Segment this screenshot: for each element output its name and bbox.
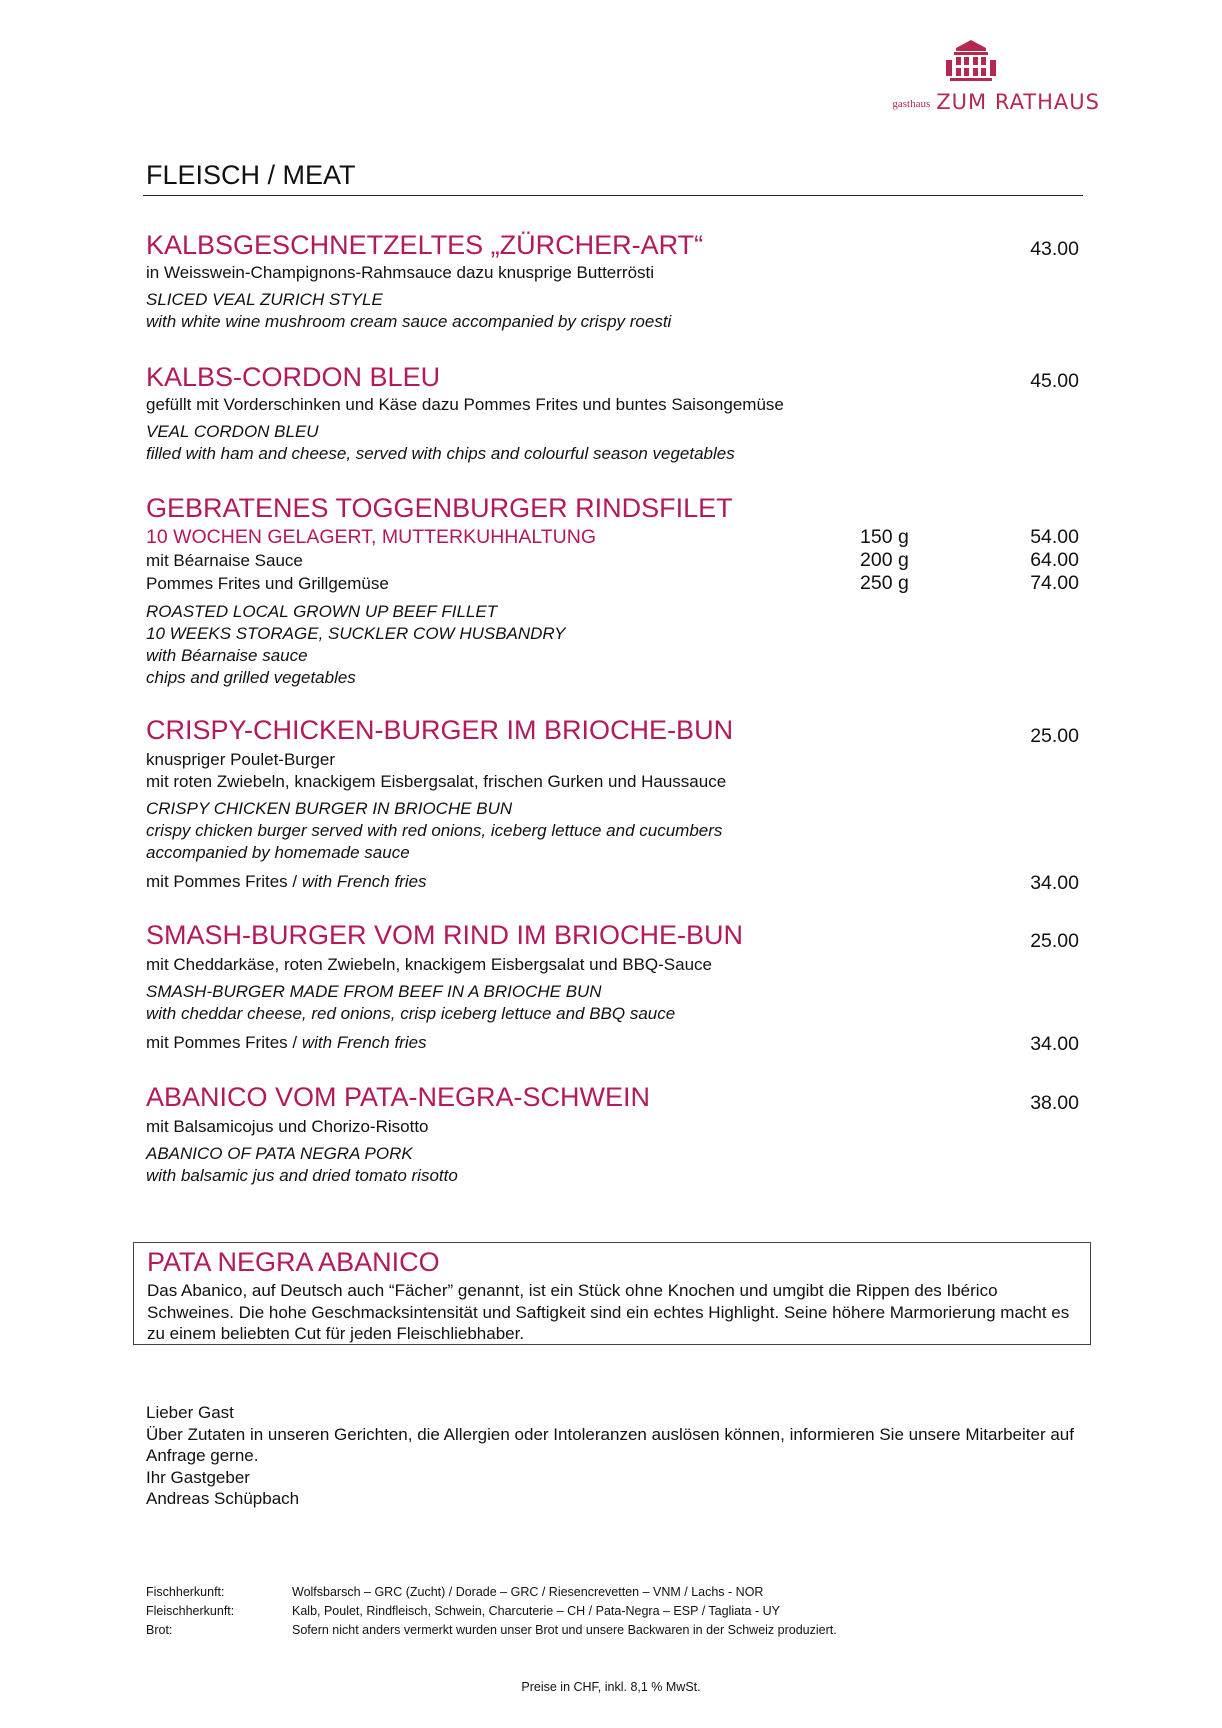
weight-option-price: 64.00 [1030, 549, 1079, 571]
item-title-en: ROASTED LOCAL GROWN UP BEEF FILLET [146, 602, 498, 621]
item-title-en: SMASH-BURGER MADE FROM BEEF IN A BRIOCHE BUN [146, 982, 602, 1001]
item-price: 43.00 [1030, 238, 1079, 260]
item-title: GEBRATENES TOGGENBURGER RINDSFILET [146, 493, 733, 523]
item-title-en: CRISPY CHICKEN BURGER IN BRIOCHE BUN [146, 799, 513, 818]
weight-option-price: 54.00 [1030, 526, 1079, 548]
extra-option-en: with French fries [301, 872, 427, 891]
item-extra-price: 34.00 [1030, 1033, 1079, 1055]
origin-value: Kalb, Poulet, Rindfleisch, Schwein, Charcuterie – CH / Pata-Negra – ESP / Tagliata - UY [292, 1604, 780, 1618]
origin-label: Fischherkunft: [146, 1585, 225, 1599]
origin-label: Fleischherkunft: [146, 1604, 235, 1618]
item-description-de: mit Cheddarkäse, roten Zwiebeln, knackigem Eisbergsalat und BBQ-Sauce [146, 955, 713, 974]
item-title: SMASH-BURGER VOM RIND IM BRIOCHE-BUN [146, 920, 744, 950]
item-title: KALBSGESCHNETZELTES „ZÜRCHER-ART“ [146, 230, 704, 260]
brand-small-text: gasthaus [892, 98, 931, 110]
item-description-en: with balsamic jus and dried tomato risotto [146, 1166, 458, 1185]
weight-option: 150 g [860, 526, 909, 548]
item-description-en: filled with ham and cheese, served with chips and colourful season vegetables [146, 444, 735, 463]
item-description-de: gefüllt mit Vorderschinken und Käse dazu Pommes Frites und buntes Saisongemüse [146, 395, 784, 414]
info-box-text: Das Abanico, auf Deutsch auch “Fächer” genannt, ist ein Stück ohne Knochen und umgibt die Rippen des Ibérico Schweines. Die hohe Geschmacksintensität und Saftigkeit sind ein echtes Highlight. Seine höhere Marmorierung macht es zu einem beliebten Cut für jeden Fleischliebhaber. [147, 1281, 1070, 1343]
item-price: 25.00 [1030, 725, 1079, 747]
item-title-en: VEAL CORDON BLEU [146, 422, 319, 441]
item-description-de: in Weisswein-Champignons-Rahmsauce dazu knusprige Butterrösti [146, 263, 655, 282]
brand-main-text: ZUM RATHAUS [936, 90, 1100, 114]
brand-logo [892, 40, 1100, 120]
origin-value: Wolfsbarsch – GRC (Zucht) / Dorade – GRC / Riesencrevetten – VNM / Lachs - NOR [292, 1585, 764, 1599]
item-price: 25.00 [1030, 930, 1079, 952]
info-box-title: PATA NEGRA ABANICO [147, 1247, 440, 1277]
price-note-footer: Preise in CHF, inkl. 8,1 % MwSt. [521, 1680, 701, 1694]
weight-option-price: 74.00 [1030, 572, 1079, 594]
item-title-en: ABANICO OF PATA NEGRA PORK [146, 1144, 413, 1163]
item-price: 38.00 [1030, 1092, 1079, 1114]
item-description-en: crispy chicken burger served with red onions, iceberg lettuce and cucumbers [146, 821, 723, 840]
item-description-de: mit Béarnaise Sauce [146, 551, 303, 570]
extra-option-en: with French fries [301, 1033, 427, 1052]
origin-label: Brot: [146, 1623, 173, 1637]
item-description-de: knuspriger Poulet-Burger [146, 750, 335, 769]
item-price: 45.00 [1030, 370, 1079, 392]
item-description-en: accompanied by homemade sauce [146, 843, 410, 862]
weight-option: 250 g [860, 572, 909, 594]
origin-value: Sofern nicht anders vermerkt wurden unser Brot und unsere Backwaren in der Schweiz produziert. [292, 1623, 837, 1637]
item-title: ABANICO VOM PATA-NEGRA-SCHWEIN [146, 1082, 651, 1112]
item-extra-option [146, 1033, 427, 1053]
item-title: CRISPY-CHICKEN-BURGER IM BRIOCHE-BUN [146, 715, 734, 745]
item-subtitle: 10 WOCHEN GELAGERT, MUTTERKUHHALTUNG [146, 526, 597, 548]
title-divider [143, 195, 1083, 196]
guest-note [146, 1402, 1086, 1510]
info-box [133, 1242, 1091, 1345]
note-greeting: Lieber Gast [146, 1403, 234, 1422]
item-description-de: mit roten Zwiebeln, knackigem Eisbergsalat, frischen Gurken und Haussauce [146, 772, 727, 791]
item-description-de: Pommes Frites und Grillgemüse [146, 574, 389, 593]
note-sign-title: Ihr Gastgeber [146, 1467, 250, 1487]
extra-option-de: mit Pommes Frites / [146, 872, 302, 891]
brand-name [892, 90, 1100, 114]
item-title: KALBS-CORDON BLEU [146, 362, 441, 392]
note-text: Über Zutaten in unseren Gerichten, die Allergien oder Intoleranzen auslösen können, informieren Sie unsere Mitarbeiter auf Anfrage gerne. [146, 1424, 1074, 1465]
item-extra-price: 34.00 [1030, 872, 1079, 894]
town-hall-icon [946, 40, 996, 86]
item-extra-option [146, 872, 427, 892]
item-description-en: with Béarnaise sauce [146, 646, 308, 665]
item-description-de: mit Balsamicojus und Chorizo-Risotto [146, 1117, 429, 1136]
item-subtitle-en: 10 WEEKS STORAGE, SUCKLER COW HUSBANDRY [146, 624, 566, 643]
extra-option-de: mit Pommes Frites / [146, 1033, 302, 1052]
note-sign-name: Andreas Schüpbach [146, 1489, 300, 1508]
weight-option: 200 g [860, 549, 909, 571]
section-title: FLEISCH / MEAT [146, 160, 356, 190]
item-description-en: with white wine mushroom cream sauce accompanied by crispy roesti [146, 312, 672, 331]
item-description-en: with cheddar cheese, red onions, crisp iceberg lettuce and BBQ sauce [146, 1004, 676, 1023]
item-title-en: SLICED VEAL ZURICH STYLE [146, 290, 383, 309]
item-description-en: chips and grilled vegetables [146, 668, 356, 687]
